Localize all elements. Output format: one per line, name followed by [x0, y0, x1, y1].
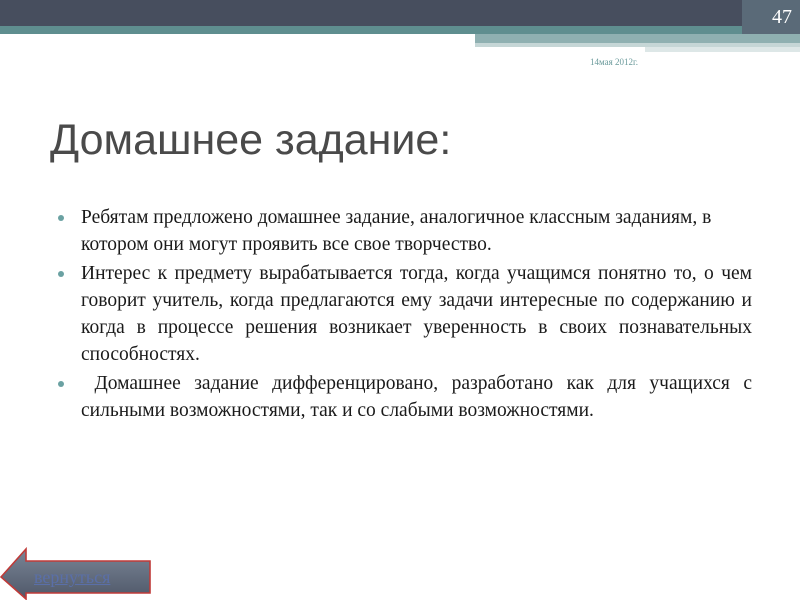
page-number: 47 [772, 6, 792, 28]
bullet-item [58, 204, 752, 258]
bullet-text: Ребятам предложено домашнее задание, аналогичное классным заданиям, в котором они могут проявить все свое творчество. [81, 207, 712, 255]
bullet-list [58, 204, 757, 426]
bullet-item [58, 260, 752, 368]
bullet-text: Домашнее задание дифференцировано, разработано как для учащихся с сильными возможностями, так и со слабыми возможностями. [81, 373, 757, 421]
header-stripe-lighter [645, 47, 800, 52]
back-button[interactable] [0, 547, 152, 600]
back-button-label[interactable]: вернуться [34, 567, 111, 587]
header-bar [0, 0, 800, 26]
bullet-icon [58, 215, 64, 221]
slide-title: Домашнее задание: [50, 116, 452, 164]
header-stripe [0, 26, 800, 34]
bullet-icon [58, 381, 64, 387]
bullet-text: Интерес к предмету вырабатывается тогда, когда учащимся понятно то, о чем говорит учитель, когда предлагаются ему задачи интересные по содержанию и когда в процессе решения возникает уверенность в своих познавательных способностях. [81, 263, 752, 365]
header-stripe-accent [475, 34, 800, 43]
slide-date: 14мая 2012г. [590, 57, 638, 67]
bullet-item [58, 370, 757, 424]
bullet-icon [58, 271, 64, 277]
